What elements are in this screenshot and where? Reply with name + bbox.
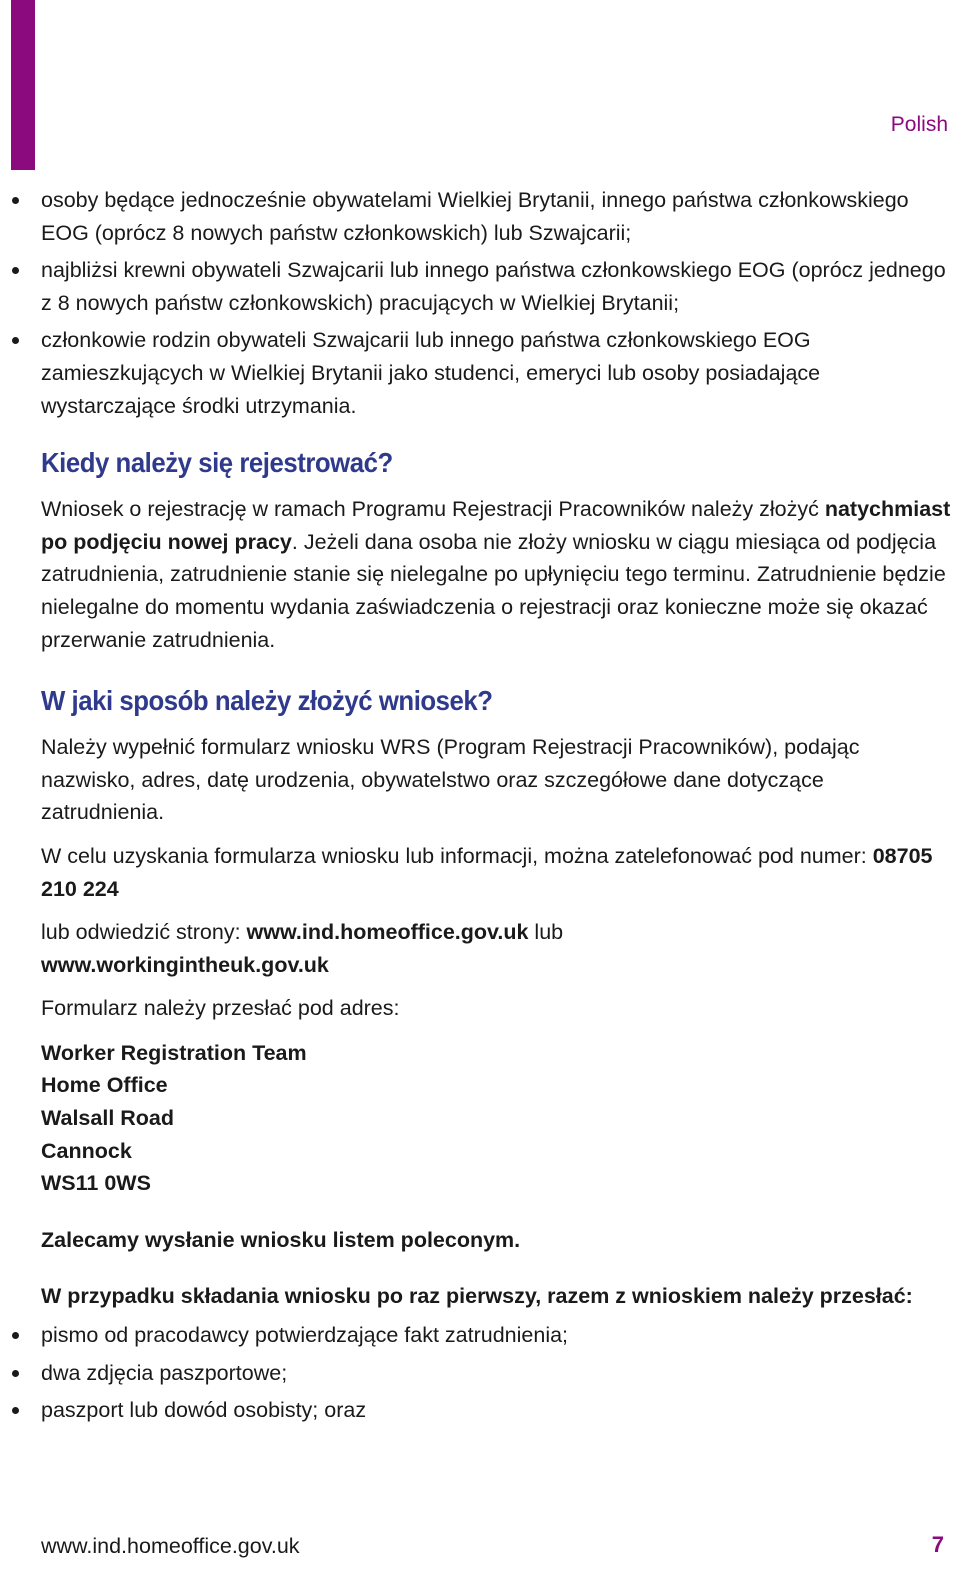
list-item: najbliżsi krewni obywateli Szwajcarii lub innego państwa członkowskiego EOG (oprócz jednego z 8 nowych państw członkowskich) pracujących w Wielkiej Brytanii; xyxy=(41,254,951,319)
when-text-end: . Jeżeli dana osoba nie złoży wniosku w ciągu miesiąca od podjęcia zatrudnienia, zatrudnienie stanie się nielegalne po upłynięciu tego terminu. Zatrudnienie będzie nielegalne do momentu wydania zaświadczenia o rejestracji oraz konieczne może się okazać przerwanie zatrudnienia. xyxy=(41,529,946,652)
address-line: WS11 0WS xyxy=(41,1171,151,1196)
list-item: członkowie rodzin obywateli Szwajcarii lub innego państwa członkowskiego EOG zamieszkujących w Wielkiej Brytanii jako studenci, emeryci lub osoby posiadające wystarczające środki utrzymania. xyxy=(41,324,951,422)
web-paragraph xyxy=(41,916,951,981)
send-to-text: Formularz należy przesłać pod adres: xyxy=(41,996,400,1021)
phone-number[interactable]: 08705 210 224 xyxy=(41,843,933,901)
page-number: 7 xyxy=(931,1532,944,1557)
address-line: Walsall Road xyxy=(41,1106,175,1131)
list-item: pismo od pracodawcy potwierdzające fakt zatrudnienia; xyxy=(41,1319,951,1352)
web-link-workingintheuk[interactable]: www.workingintheuk.gov.uk xyxy=(41,952,329,977)
list-item: dwa zdjęcia paszportowe; xyxy=(41,1357,951,1390)
how-paragraph: Należy wypełnić formularz wniosku WRS (Program Rejestracji Pracowników), podając nazwisko, adres, datę urodzenia, obywatelstwo oraz szczegółowe dane dotyczące zatrudnienia. xyxy=(41,735,860,825)
section-heading-when: Kiedy należy się rejestrować? xyxy=(41,447,393,479)
when-paragraph xyxy=(41,493,951,656)
web-link-homeoffice[interactable]: www.ind.homeoffice.gov.uk xyxy=(246,920,529,945)
when-text-bold: natychmiast po podjęciu nowej pracy xyxy=(41,497,951,554)
language-label: Polish xyxy=(890,113,948,136)
footer-url[interactable]: www.ind.homeoffice.gov.uk xyxy=(41,1534,300,1558)
address-line: Home Office xyxy=(41,1073,168,1098)
registered-mail-note: Zalecamy wysłanie wniosku listem poleconym. xyxy=(41,1227,521,1252)
address-line: Cannock xyxy=(41,1138,132,1163)
documents-list xyxy=(41,1319,951,1427)
phone-paragraph xyxy=(41,840,951,905)
list-item: paszport lub dowód osobisty; oraz xyxy=(41,1394,951,1427)
address-line: Worker Registration Team xyxy=(41,1040,307,1065)
postal-address xyxy=(41,1037,951,1200)
section-heading-how: W jaki sposób należy złożyć wniosek? xyxy=(41,685,493,717)
first-time-note: W przypadku składania wniosku po raz pierwszy, razem z wnioskiem należy przesłać: xyxy=(41,1284,913,1309)
page-content xyxy=(41,184,951,1432)
list-item: osoby będące jednocześnie obywatelami Wielkiej Brytanii, innego państwa członkowskiego EOG (oprócz 8 nowych państw członkowskich) lub Szwajcarii; xyxy=(41,184,951,249)
phone-text: W celu uzyskania formularza wniosku lub informacji, można zatelefonować pod numer: xyxy=(41,843,873,868)
web-text: lub odwiedzić strony: xyxy=(41,920,247,945)
when-text-start: Wniosek o rejestrację w ramach Programu Rejestracji Pracowników należy złożyć xyxy=(41,497,825,522)
eligibility-list xyxy=(41,184,951,422)
decorative-side-bar xyxy=(11,0,35,170)
web-or-text: lub xyxy=(528,920,564,945)
